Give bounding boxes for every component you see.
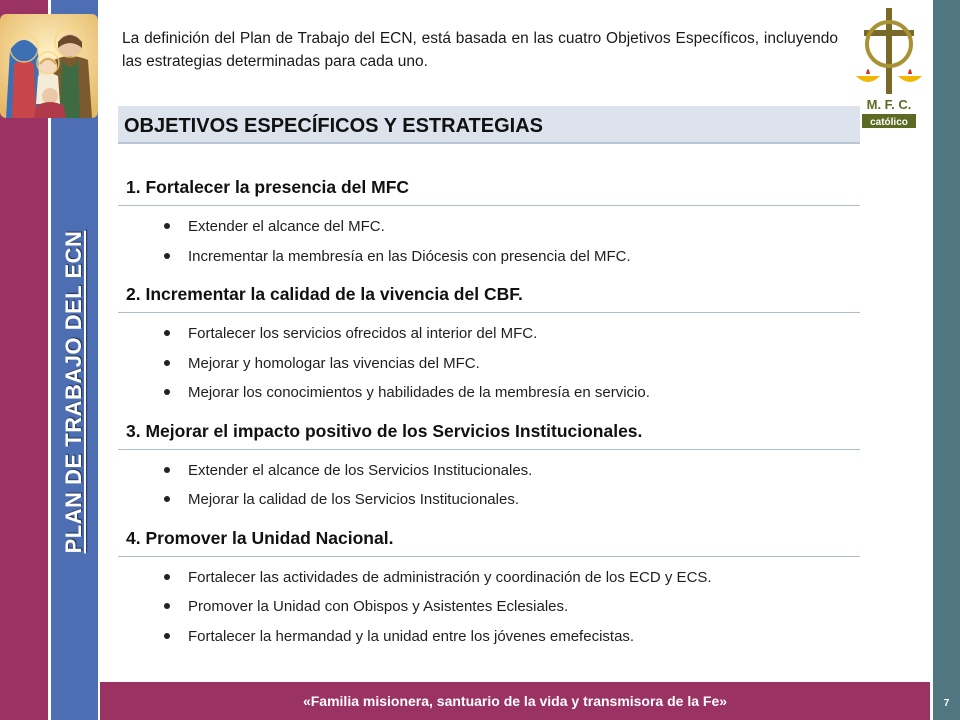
objective-title: 1. Fortalecer la presencia del MFC: [118, 172, 860, 206]
objective-1: [118, 172, 860, 277]
strategy-item: [118, 485, 860, 515]
objectives-list: [118, 172, 860, 659]
mfc-logo-emblem: [850, 4, 930, 134]
mfc-logo: [850, 4, 930, 134]
page-number: 7: [943, 698, 950, 709]
objective-3: [118, 416, 860, 521]
strategy-item: [118, 622, 860, 652]
bullet-icon: [164, 603, 170, 609]
strategy-list: [118, 450, 860, 521]
strategy-list: [118, 557, 860, 658]
bullet-icon: [164, 330, 170, 336]
holy-family-image: [0, 14, 98, 118]
strategy-text: Mejorar los conocimientos y habilidades de la membresía en servicio.: [188, 384, 650, 401]
right-slate-strip: [933, 0, 960, 720]
bullet-icon: [164, 574, 170, 580]
strategy-text: Incrementar la membresía en las Diócesis con presencia del MFC.: [188, 247, 631, 265]
bullet-icon: [164, 496, 170, 502]
bullet-icon: [164, 223, 170, 229]
strategy-text: Mejorar y homologar las vivencias del MFC.: [188, 354, 480, 372]
strategy-item: [118, 456, 860, 486]
footer-banner: «Familia misionera, santuario de la vida y transmisora de la Fe»: [100, 682, 930, 720]
holy-family-illustration: [0, 14, 98, 118]
strategy-item: [118, 319, 860, 349]
strategy-item: [118, 349, 860, 379]
strategy-text: Fortalecer las actividades de administración y coordinación de los ECD y ECS.: [188, 568, 712, 586]
bullet-icon: [164, 253, 170, 259]
strategy-text: Promover la Unidad con Obispos y Asistentes Eclesiales.: [188, 598, 569, 615]
strategy-text: Fortalecer la hermandad y la unidad entre los jóvenes emefecistas.: [188, 627, 635, 645]
strategy-text: Extender el alcance de los Servicios Institucionales.: [188, 461, 533, 479]
objective-title: 4. Promover la Unidad Nacional.: [118, 523, 860, 557]
strategy-item: [118, 212, 860, 242]
left-strip-divider-2: [98, 0, 100, 720]
bullet-icon: [164, 360, 170, 366]
strategy-text: Mejorar la calidad de los Servicios Institucionales.: [188, 491, 519, 508]
strategy-item: [118, 592, 860, 622]
bullet-icon: [164, 633, 170, 639]
bullet-icon: [164, 467, 170, 473]
strategy-item: [118, 563, 860, 593]
strategy-text: Fortalecer los servicios ofrecidos al interior del MFC.: [188, 325, 538, 342]
strategy-item: [118, 378, 860, 408]
objective-title: 2. Incrementar la calidad de la vivencia del CBF.: [118, 279, 860, 313]
objective-4: [118, 523, 860, 658]
bullet-icon: [164, 389, 170, 395]
logo-name: M. F. C.: [866, 97, 912, 112]
section-heading: OBJETIVOS ESPECÍFICOS Y ESTRATEGIAS: [118, 106, 860, 144]
strategy-item: [118, 242, 860, 272]
objective-2: [118, 279, 860, 414]
vertical-slide-title: PLAN DE TRABAJO DEL ECN: [61, 230, 86, 554]
logo-subtitle: católico: [870, 117, 908, 128]
objective-title: 3. Mejorar el impacto positivo de los Servicios Institucionales.: [118, 416, 860, 450]
strategy-list: [118, 313, 860, 414]
strategy-text: Extender el alcance del MFC.: [188, 218, 385, 235]
strategy-list: [118, 206, 860, 277]
intro-paragraph: La definición del Plan de Trabajo del ECN, está basada en las cuatro Objetivos Específicos, incluyendo las estrategias determinadas para cada uno.: [122, 30, 838, 70]
